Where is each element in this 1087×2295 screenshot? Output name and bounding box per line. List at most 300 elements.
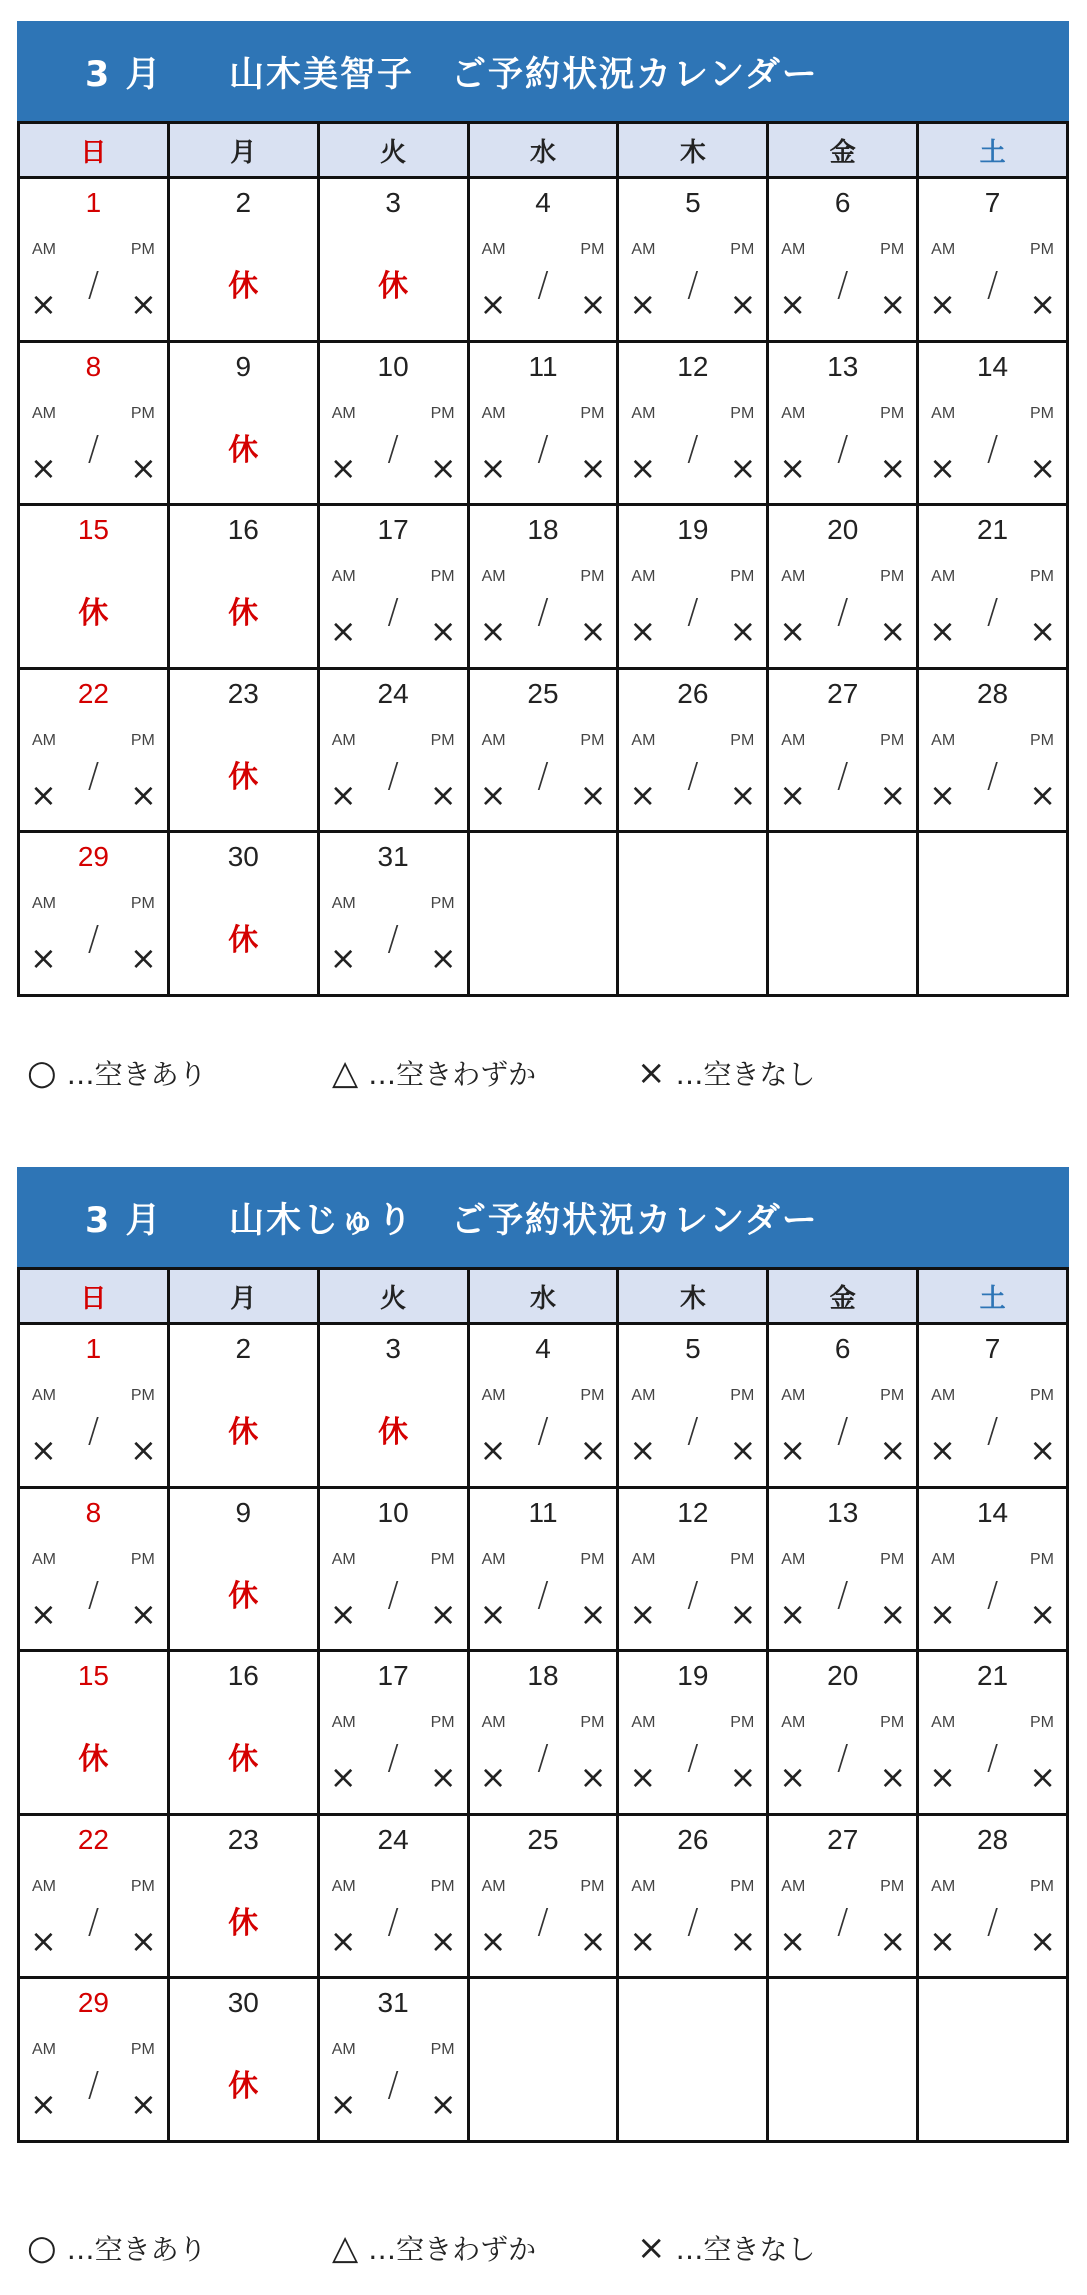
circle-icon: ○	[27, 2228, 57, 2268]
am-status-mark: ×	[479, 612, 507, 651]
triangle-icon: △	[332, 1053, 359, 1093]
am-label: AM	[481, 241, 506, 258]
holiday-label: 休	[228, 1578, 259, 1614]
day-number: 27	[827, 1823, 859, 1855]
am-label: AM	[331, 1877, 356, 1895]
day-number: 9	[235, 350, 252, 382]
am-status-mark: ×	[929, 1594, 956, 1633]
am-status-mark: ×	[479, 1594, 507, 1633]
day-number: 12	[677, 350, 709, 382]
day-number: 20	[827, 514, 859, 546]
day-cell	[919, 506, 1066, 667]
am-label: AM	[481, 731, 506, 749]
am-status-mark: ×	[629, 1594, 657, 1633]
day-cell	[170, 1979, 317, 2140]
am-status-mark: ×	[479, 1431, 507, 1469]
empty-cell	[919, 1979, 1066, 2140]
slot-separator: /	[537, 1738, 549, 1779]
pm-label: PM	[730, 404, 755, 422]
slot-separator: /	[87, 428, 100, 469]
pm-status-mark: ×	[429, 1758, 457, 1797]
pm-label: PM	[880, 568, 905, 586]
day-number: 12	[677, 1496, 709, 1528]
legend-available	[27, 2228, 207, 2268]
slot-separator: /	[836, 592, 849, 633]
pm-status-mark: ×	[1029, 448, 1056, 487]
pm-label: PM	[880, 731, 905, 749]
holiday-label: 休	[228, 1742, 259, 1778]
day-number: 24	[377, 1823, 409, 1855]
calendar-title: 山木じゅり ご予約状況カレンダー	[229, 1201, 819, 1241]
am-label: AM	[32, 404, 56, 422]
day-cell	[170, 1325, 317, 1486]
pm-label: PM	[430, 404, 455, 422]
day-cell	[919, 343, 1066, 504]
pm-status-mark: ×	[429, 1921, 457, 1960]
day-number: 6	[834, 187, 851, 218]
legend-few	[332, 2228, 536, 2268]
am-status-mark: ×	[929, 775, 956, 814]
pm-status-mark: ×	[579, 612, 607, 651]
calendar-header	[17, 21, 1069, 121]
day-number: 28	[976, 677, 1009, 709]
day-number: 10	[377, 350, 409, 382]
am-status-mark: ×	[779, 775, 807, 814]
pm-label: PM	[130, 2041, 155, 2059]
am-label: AM	[331, 1714, 356, 1732]
slot-separator: /	[387, 1738, 399, 1779]
pm-label: PM	[580, 404, 605, 422]
cross-icon: ×	[637, 1053, 666, 1093]
pm-status-mark: ×	[579, 1758, 607, 1797]
am-label: AM	[931, 404, 956, 422]
day-cell	[919, 1652, 1066, 1813]
day-cell	[170, 1816, 317, 1977]
availability-legend	[27, 2228, 1067, 2278]
empty-cell	[919, 833, 1066, 994]
day-number: 26	[677, 1823, 709, 1855]
am-status-mark: ×	[479, 285, 507, 323]
day-cell	[619, 506, 766, 667]
pm-status-mark: ×	[879, 1758, 907, 1797]
holiday-label: 休	[228, 269, 259, 304]
day-number: 11	[528, 1496, 558, 1528]
pm-status-mark: ×	[579, 1431, 607, 1469]
pm-status-mark: ×	[579, 775, 607, 814]
legend-text: …空きなし	[675, 1058, 816, 1091]
am-label: AM	[781, 1877, 806, 1895]
am-label: AM	[631, 731, 656, 749]
am-status-mark: ×	[629, 448, 657, 487]
slot-separator: /	[836, 428, 849, 469]
am-status-mark: ×	[329, 775, 357, 814]
day-cell	[170, 179, 317, 340]
day-number: 23	[227, 677, 259, 709]
am-label: AM	[631, 241, 656, 258]
day-cell	[769, 343, 916, 504]
day-cell	[20, 179, 167, 340]
am-label: AM	[481, 404, 506, 422]
legend-text: …空きわずか	[368, 1058, 537, 1091]
am-status-mark: ×	[629, 1431, 657, 1469]
day-cell	[170, 1489, 317, 1650]
day-number: 9	[235, 1496, 252, 1528]
am-status-mark: ×	[479, 1921, 507, 1960]
pm-label: PM	[430, 895, 455, 913]
pm-status-mark: ×	[729, 775, 757, 814]
pm-label: PM	[1030, 1550, 1054, 1568]
slot-separator: /	[387, 1901, 399, 1942]
slot-separator: /	[387, 1574, 399, 1615]
am-label: AM	[931, 731, 956, 749]
weekday-header: 土	[919, 124, 1066, 176]
day-number: 20	[827, 1660, 859, 1692]
cross-icon: ×	[637, 2228, 666, 2268]
pm-label: PM	[430, 1714, 455, 1732]
pm-label: PM	[1030, 1387, 1054, 1404]
day-cell	[769, 1652, 916, 1813]
calendar-title: 山木美智子 ご予約状況カレンダー	[229, 55, 819, 95]
am-status-mark: ×	[30, 2085, 57, 2124]
day-number: 6	[834, 1333, 851, 1364]
pm-label: PM	[130, 1550, 155, 1568]
pm-label: PM	[880, 1550, 905, 1568]
circle-icon: ○	[27, 1053, 57, 1093]
am-label: AM	[931, 1387, 956, 1404]
am-status-mark: ×	[779, 448, 807, 487]
am-label: AM	[331, 1550, 356, 1568]
day-number: 16	[227, 1660, 259, 1692]
day-number: 15	[77, 514, 109, 546]
pm-status-mark: ×	[879, 285, 907, 323]
am-label: AM	[32, 895, 56, 913]
day-cell	[470, 506, 617, 667]
slot-separator: /	[687, 755, 699, 796]
day-cell	[20, 1325, 167, 1486]
pm-label: PM	[880, 1714, 905, 1732]
am-status-mark: ×	[779, 1594, 807, 1633]
am-status-mark: ×	[30, 1431, 57, 1469]
am-status-mark: ×	[629, 285, 657, 323]
pm-status-mark: ×	[130, 285, 157, 323]
pm-label: PM	[1030, 568, 1054, 586]
day-cell	[470, 1652, 617, 1813]
am-label: AM	[481, 1877, 506, 1895]
day-number: 14	[976, 350, 1009, 382]
pm-status-mark: ×	[1029, 612, 1056, 651]
am-status-mark: ×	[779, 1431, 807, 1469]
day-cell	[320, 506, 467, 667]
am-status-mark: ×	[329, 1921, 357, 1960]
pm-label: PM	[730, 1387, 755, 1404]
day-number: 14	[976, 1496, 1009, 1528]
day-number: 8	[85, 1496, 102, 1528]
weekday-header: 火	[320, 1270, 467, 1322]
pm-label: PM	[1030, 731, 1054, 749]
pm-status-mark: ×	[879, 1594, 907, 1633]
am-label: AM	[781, 241, 806, 258]
am-label: AM	[631, 404, 656, 422]
weekday-header: 日	[20, 1270, 167, 1322]
weekday-header: 木	[619, 1270, 766, 1322]
pm-status-mark: ×	[879, 1921, 907, 1960]
am-label: AM	[781, 731, 806, 749]
am-status-mark: ×	[629, 1758, 657, 1797]
day-number: 4	[535, 187, 551, 218]
am-label: AM	[631, 1550, 656, 1568]
day-cell	[20, 1489, 167, 1650]
legend-available	[27, 1053, 207, 1093]
slot-separator: /	[836, 1738, 849, 1779]
day-cell	[619, 1325, 766, 1486]
day-number: 13	[827, 350, 859, 382]
pm-status-mark: ×	[1029, 1921, 1056, 1960]
am-label: AM	[631, 1714, 656, 1732]
am-status-mark: ×	[30, 939, 57, 978]
pm-label: PM	[880, 404, 905, 422]
day-cell	[619, 670, 766, 831]
am-status-mark: ×	[629, 612, 657, 651]
pm-label: PM	[130, 404, 155, 422]
availability-legend	[27, 1053, 1067, 1103]
am-status-mark: ×	[779, 612, 807, 651]
day-number: 11	[528, 350, 558, 382]
holiday-label: 休	[228, 2069, 259, 2105]
day-cell	[320, 1816, 467, 1977]
pm-label: PM	[430, 731, 455, 749]
am-label: AM	[931, 1714, 956, 1732]
day-number: 23	[227, 1823, 259, 1855]
legend-text: …空きあり	[66, 1058, 207, 1091]
day-cell	[20, 1652, 167, 1813]
slot-separator: /	[537, 265, 549, 305]
am-label: AM	[331, 895, 356, 913]
pm-status-mark: ×	[879, 1431, 907, 1469]
day-number: 29	[77, 841, 109, 873]
pm-label: PM	[730, 568, 755, 586]
empty-cell	[619, 833, 766, 994]
am-label: AM	[781, 568, 806, 586]
am-status-mark: ×	[779, 1921, 807, 1960]
pm-label: PM	[730, 241, 755, 258]
triangle-icon: △	[332, 2228, 359, 2268]
day-number: 25	[527, 1823, 559, 1855]
day-cell	[470, 179, 617, 340]
pm-status-mark: ×	[130, 939, 157, 978]
holiday-label: 休	[228, 596, 259, 632]
am-label: AM	[481, 1714, 506, 1732]
slot-separator: /	[986, 428, 999, 469]
pm-status-mark: ×	[130, 2085, 157, 2124]
day-number: 2	[235, 187, 252, 218]
calendar-month: 3 月	[85, 1201, 163, 1241]
empty-cell	[619, 1979, 766, 2140]
day-number: 25	[527, 677, 559, 709]
calendar-grid	[17, 121, 1069, 997]
am-status-mark: ×	[329, 2085, 357, 2124]
day-cell	[470, 670, 617, 831]
am-status-mark: ×	[30, 285, 57, 323]
am-status-mark: ×	[929, 1431, 956, 1469]
slot-separator: /	[836, 1411, 849, 1451]
weekday-header: 木	[619, 124, 766, 176]
slot-separator: /	[687, 1574, 699, 1615]
day-cell	[470, 343, 617, 504]
pm-label: PM	[580, 1550, 605, 1568]
am-label: AM	[781, 404, 806, 422]
am-status-mark: ×	[329, 1758, 357, 1797]
day-number: 22	[77, 1823, 109, 1855]
am-label: AM	[32, 2041, 56, 2059]
slot-separator: /	[986, 1901, 999, 1942]
am-label: AM	[631, 568, 656, 586]
slot-separator: /	[687, 1411, 699, 1451]
slot-separator: /	[537, 1574, 549, 1615]
day-cell	[769, 1489, 916, 1650]
day-number: 17	[377, 1660, 409, 1692]
day-number: 24	[377, 677, 409, 709]
day-number: 1	[85, 1333, 102, 1364]
day-cell	[619, 1652, 766, 1813]
pm-status-mark: ×	[130, 1921, 157, 1960]
am-status-mark: ×	[929, 612, 956, 651]
day-cell	[320, 1652, 467, 1813]
day-cell	[320, 670, 467, 831]
am-status-mark: ×	[329, 1594, 357, 1633]
weekday-header: 水	[470, 1270, 617, 1322]
day-number: 7	[984, 1333, 1001, 1364]
legend-text: …空きあり	[66, 2233, 207, 2266]
slot-separator: /	[387, 592, 399, 633]
slot-separator: /	[836, 1574, 849, 1615]
am-label: AM	[931, 241, 956, 258]
weekday-header: 金	[769, 124, 916, 176]
pm-label: PM	[580, 731, 605, 749]
day-number: 13	[827, 1496, 859, 1528]
day-number: 22	[77, 677, 109, 709]
am-status-mark: ×	[479, 775, 507, 814]
day-number: 16	[227, 514, 259, 546]
day-cell	[320, 343, 467, 504]
day-cell	[919, 670, 1066, 831]
pm-label: PM	[430, 1877, 455, 1895]
day-cell	[619, 343, 766, 504]
day-cell	[170, 506, 317, 667]
slot-separator: /	[836, 755, 849, 796]
am-status-mark: ×	[329, 612, 357, 651]
day-number: 7	[984, 187, 1001, 218]
day-number: 17	[377, 514, 409, 546]
pm-status-mark: ×	[429, 612, 457, 651]
pm-label: PM	[130, 731, 155, 749]
slot-separator: /	[986, 265, 999, 305]
slot-separator: /	[537, 1901, 549, 1942]
pm-label: PM	[580, 1714, 605, 1732]
slot-separator: /	[87, 755, 100, 796]
am-label: AM	[331, 404, 356, 422]
pm-label: PM	[580, 568, 605, 586]
day-cell	[769, 670, 916, 831]
day-number: 30	[227, 1987, 259, 2019]
am-status-mark: ×	[30, 448, 57, 487]
pm-status-mark: ×	[579, 448, 607, 487]
pm-status-mark: ×	[429, 775, 457, 814]
slot-separator: /	[537, 1411, 549, 1451]
day-number: 28	[976, 1823, 1009, 1855]
holiday-label: 休	[78, 596, 109, 632]
holiday-label: 休	[228, 923, 259, 959]
empty-cell	[470, 1979, 617, 2140]
day-number: 18	[527, 1660, 559, 1692]
day-cell	[919, 1489, 1066, 1650]
slot-separator: /	[687, 428, 699, 469]
day-cell	[619, 179, 766, 340]
slot-separator: /	[87, 2065, 100, 2106]
pm-status-mark: ×	[879, 612, 907, 651]
pm-status-mark: ×	[1029, 1758, 1056, 1797]
slot-separator: /	[87, 265, 100, 305]
pm-label: PM	[880, 1877, 905, 1895]
day-number: 29	[77, 1987, 109, 2019]
pm-label: PM	[1030, 241, 1054, 258]
am-label: AM	[931, 1877, 956, 1895]
slot-separator: /	[87, 919, 100, 960]
empty-cell	[769, 833, 916, 994]
am-label: AM	[331, 568, 356, 586]
pm-status-mark: ×	[729, 1594, 757, 1633]
am-label: AM	[32, 1877, 56, 1895]
slot-separator: /	[687, 1901, 699, 1942]
pm-label: PM	[880, 241, 905, 258]
pm-status-mark: ×	[879, 448, 907, 487]
pm-label: PM	[580, 241, 605, 258]
am-status-mark: ×	[929, 1758, 956, 1797]
pm-label: PM	[430, 568, 455, 586]
day-cell	[919, 1816, 1066, 1977]
am-status-mark: ×	[629, 775, 657, 814]
slot-separator: /	[986, 755, 999, 796]
day-number: 19	[677, 514, 709, 546]
am-status-mark: ×	[30, 1594, 57, 1633]
am-status-mark: ×	[629, 1921, 657, 1960]
day-number: 27	[827, 677, 859, 709]
am-status-mark: ×	[329, 448, 357, 487]
day-number: 31	[377, 841, 409, 873]
pm-label: PM	[580, 1387, 605, 1404]
day-number: 5	[685, 187, 701, 218]
holiday-label: 休	[78, 1742, 109, 1778]
day-cell	[320, 1979, 467, 2140]
day-cell	[470, 1489, 617, 1650]
am-status-mark: ×	[479, 1758, 507, 1797]
am-label: AM	[32, 241, 56, 258]
slot-separator: /	[986, 1574, 999, 1615]
holiday-label: 休	[228, 432, 259, 468]
holiday-label: 休	[228, 1905, 259, 1941]
pm-status-mark: ×	[1029, 1594, 1056, 1633]
pm-status-mark: ×	[429, 2085, 457, 2124]
slot-separator: /	[537, 592, 549, 633]
pm-status-mark: ×	[130, 775, 157, 814]
pm-label: PM	[580, 1877, 605, 1895]
am-status-mark: ×	[30, 775, 57, 814]
day-number: 21	[976, 514, 1009, 546]
am-label: AM	[931, 1550, 956, 1568]
day-number: 19	[677, 1660, 709, 1692]
pm-label: PM	[730, 731, 755, 749]
pm-label: PM	[130, 1877, 155, 1895]
day-number: 1	[85, 187, 102, 218]
